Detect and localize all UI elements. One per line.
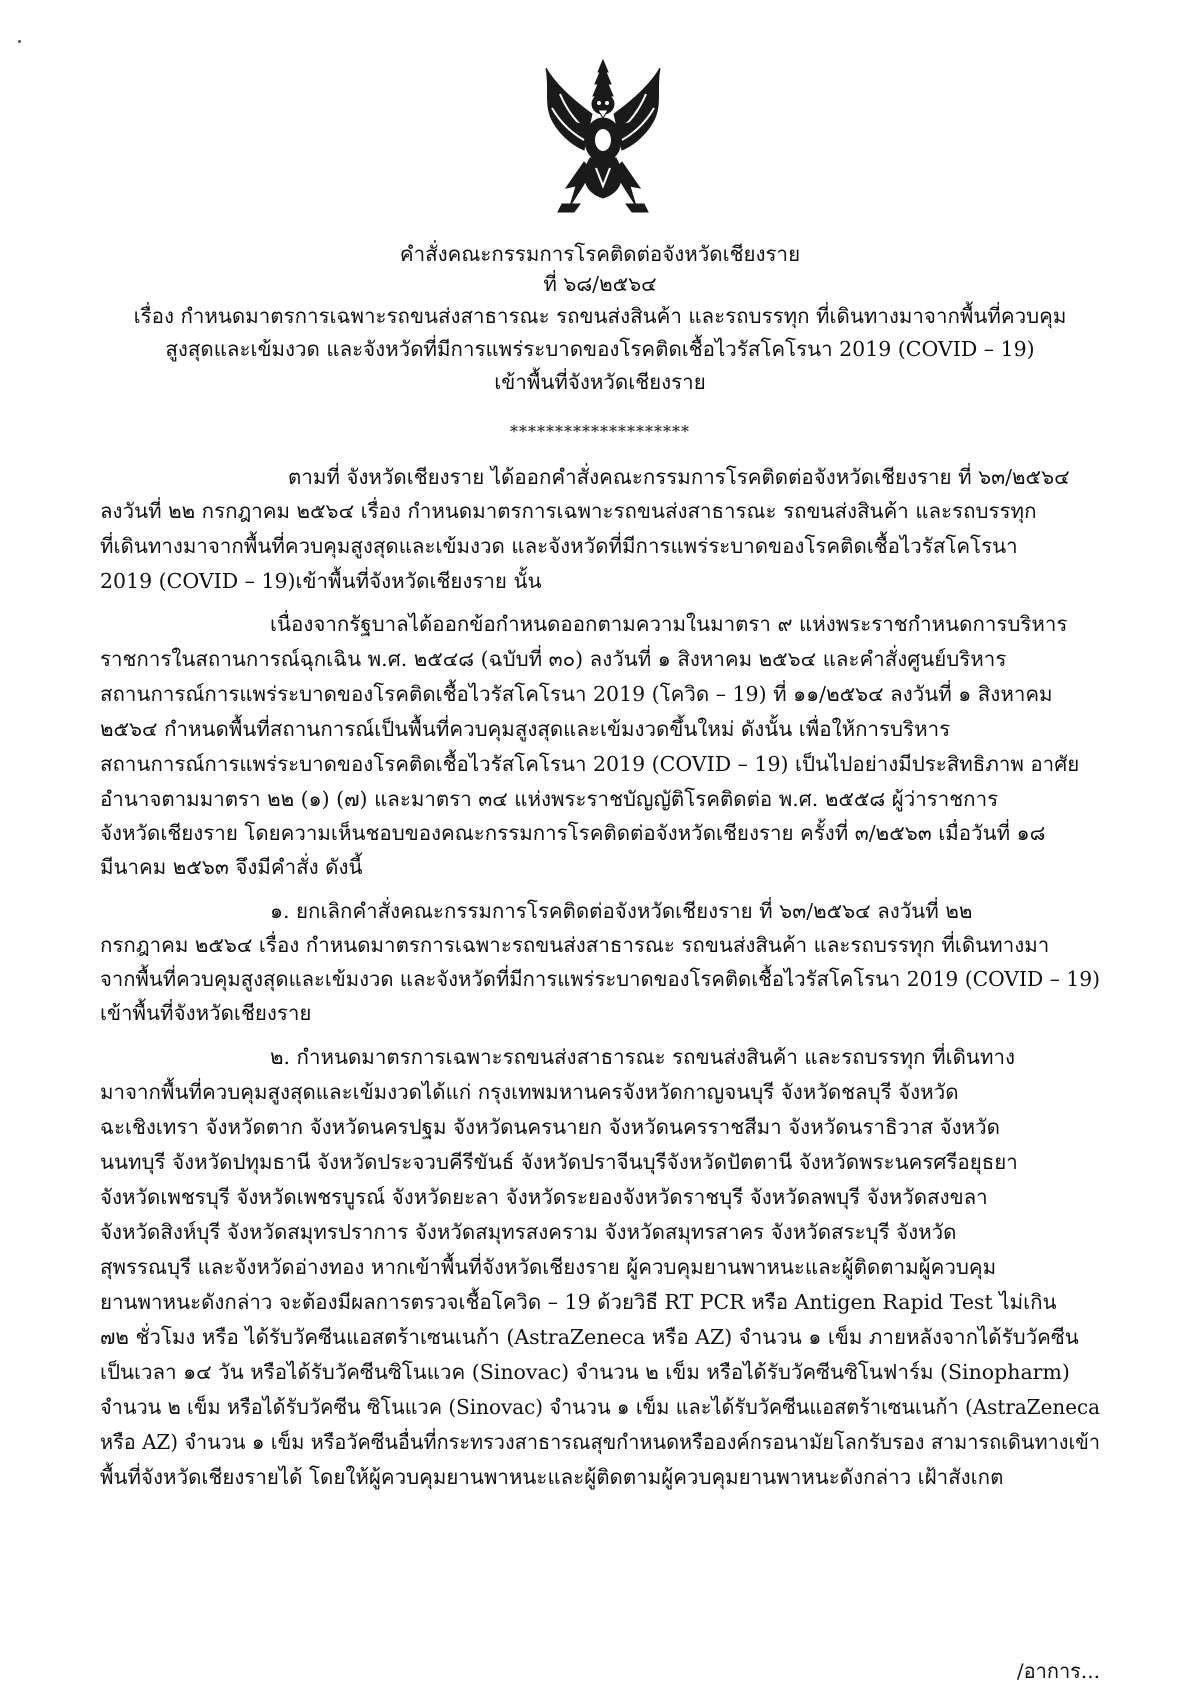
subject-line-2: สูงสุดและเข้มงวด และจังหวัดที่มีการแพร่ระบาดของโรคติดเชื้อไวรัสโคโรนา 2019 (COVID – 19): [165, 337, 1035, 361]
scan-speck: [18, 40, 21, 43]
document-page: คำสั่งคณะกรรมการโรคติดต่อจังหวัดเชียงราย ที่ ๖๘/๒๕๖๔ เรื่อง กำหนดมาตรการเฉพาะรถขนส่งสาธารณะ รถขนส่งสินค้า และรถบรรทุก ที่เดินทางมาจากพื้นที่ควบคุม สูงสุดและเข้มงวด และจังหวัดที่มีการแพร่ระบาดของโรคติดเชื้อไวรัสโคโรนา 2019 (COVID – 19) เข้าพื้นที่จังหวัดเชียงราย ******************** ตามที่ จังหวัดเชียงราย ได้ออกคำสั่งคณะกรรมการโรคติดต่อจังหวัดเชียงราย ที่ ๖๓/๒๕๖๔ ลงวันที่ ๒๒ กรกฎาคม ๒๕๖๔ เรื่อง กำหนดมาตรการเฉพาะรถขนส่งสาธารณะ รถขนส่งสินค้า และรถบรรทุก ที่เดินทางมาจากพื้นที่ควบคุมสูงสุดและเข้มงวด และจังหวัดที่มีการแพร่ระบาดของโรคติดเชื้อไวรัสโคโรนา 2019 (COVID – 19)เข้าพื้นที่จังหวัดเชียงราย นั้น เนื่องจากรัฐบาลได้ออกข้อกำหนดออกตามความในมาตรา ๙ แห่งพระราชกำหนดการบริหาร ราชการในสถานการณ์ฉุกเฉิน พ.ศ. ๒๕๔๘ (ฉบับที่ ๓๐) ลงวันที่ ๑ สิงหาคม ๒๕๖๔ และคำสั่งศูนย์บริหาร สถานการณ์การแพร่ระบาดของโรคติดเชื้อไวรัสโคโรนา 2019 (โควิด – 19) ที่ ๑๑/๒๕๖๔ ลงวันที่ ๑ สิงหาคม ๒๕๖๔ กำหนดพื้นที่สถานการณ์เป็นพื้นที่ควบคุมสูงสุดและเข้มงวดขึ้นใหม่ ดังนั้น เพื่อให้การบริหาร สถานการณ์การแพร่ระบาดของโรคติดเชื้อไวรัสโคโรนา 2019 (COVID – 19) เป็นไปอย่างมีประสิทธิภาพ อาศัย อำนาจตามมาตรา ๒๒ (๑) (๗) และมาตรา ๓๔ แห่งพระราชบัญญัติโรคติดต่อ พ.ศ. ๒๕๕๘ ผู้ว่าราชการ จังหวัดเชียงราย โดยความเห็นชอบของคณะกรรมการโรคติดต่อจังหวัดเชียงราย ครั้งที่ ๓/๒๕๖๓ เมื่อวันที่ ๑๘ มีนาคม ๒๕๖๓ จึงมีคำสั่ง ดังนี้ ๑. ยกเลิกคำสั่งคณะกรรมการโรคติดต่อจังหวัดเชียงราย ที่ ๖๓/๒๕๖๔ ลงวันที่ ๒๒ กรกฎาคม ๒๕๖๔ เรื่อง กำหนดมาตรการเฉพาะรถขนส่งสาธารณะ รถขนส่งสินค้า และรถบรรทุก ที่เดินทางมา จากพื้นที่ควบคุมสูงสุดและเข้มงวด และจังหวัดที่มีการแพร่ระบาดของโรคติดเชื้อไวรัสโคโรนา 2019 (COVID – 19) เข้าพื้นที่จังหวัดเชียงราย ๒. กำหนดมาตรการเฉพาะรถขนส่งสาธารณะ รถขนส่งสินค้า และรถบรรทุก ที่เดินทาง มาจากพื้นที่ควบคุมสูงสุดและเข้มงวดได้แก่ กรุงเทพมหานครจังหวัดกาญจนบุรี จังหวัดชลบุรี จังหวัด ฉะเชิงเทรา จังหวัดตาก จังหวัดนครปฐม จังหวัดนครนายก จังหวัดนครราชสีมา จังหวัดนราธิวาส จังหวัด นนทบุรี จังหวัดปทุมธานี จังหวัดประจวบคีรีขันธ์ จังหวัดปราจีนบุรีจังหวัดปัตตานี จังหวัดพระนครศรีอยุธยา จังหวัดเพชรบุรี จังหวัดเพชรบูรณ์ จังหวัดยะลา จังหวัดระยองจังหวัดราชบุรี จังหวัดลพบุรี จังหวัดสงขลา จังหวัดสิงห์บุรี จังหวัดสมุทรปราการ จังหวัดสมุทรสงคราม จังหวัดสมุทรสาคร จังหวัดสระบุรี จังหวัด สุพรรณบุรี และจังหวัดอ่างทอง หากเข้าพื้นที่จังหวัดเชียงราย ผู้ควบคุมยานพาหนะและผู้ติดตามผู้ควบคุม ยานพาหนะดังกล่าว จะต้องมีผลการตรวจเชื้อโควิด – 19 ด้วยวิธี RT PCR หรือ Antigen Rapid Test ไม่เกิน ๗๒ ชั่วโมง หรือ ได้รับวัคซีนแอสตร้าเซนเนก้า (AstraZeneca หรือ AZ) จำนวน ๑ เข็ม ภายหลังจากได้รับวัคซีน เป็นเวลา ๑๔ วัน หรือได้รับวัคซีนซิโนแวค (Sinovac) จำนวน ๒ เข็ม หรือได้รับวัคซีนซิโนฟาร์ม (Sinopharm) จำนวน ๒ เข็ม หรือได้รับวัคซีน ซิโนแวค (Sinovac) จำนวน ๑ เข็ม และได้รับวัคซีนแอสตร้าเซนเนก้า (AstraZeneca หรือ AZ) จำนวน ๑ เข็ม หรือวัคซีนอื่นที่กระทรวงสาธารณสุขกำหนดหรือองค์กรอนามัยโลกรับรอง สามารถเดินทางเข้า พื้นที่จังหวัดเชียงรายได้ โดยให้ผู้ควบคุมยานพาหนะและผู้ติดตามผู้ควบคุมยานพาหนะดังกล่าว เฝ้าสังเกต /อาการ...: [0, 0, 1200, 1697]
continuation-marker: /อาการ...: [1016, 1659, 1100, 1683]
garuda-emblem-icon: [540, 58, 666, 214]
order-number: ที่ ๖๘/๒๕๖๔: [543, 272, 657, 296]
separator-stars: ********************: [510, 422, 690, 441]
subject-line-1: เรื่อง กำหนดมาตรการเฉพาะรถขนส่งสาธารณะ รถขนส่งสินค้า และรถบรรทุก ที่เดินทางมาจากพื้นที่ควบคุม: [133, 304, 1067, 328]
subject-line-3: เข้าพื้นที่จังหวัดเชียงราย: [494, 370, 706, 394]
order-title: คำสั่งคณะกรรมการโรคติดต่อจังหวัดเชียงราย: [399, 242, 801, 266]
